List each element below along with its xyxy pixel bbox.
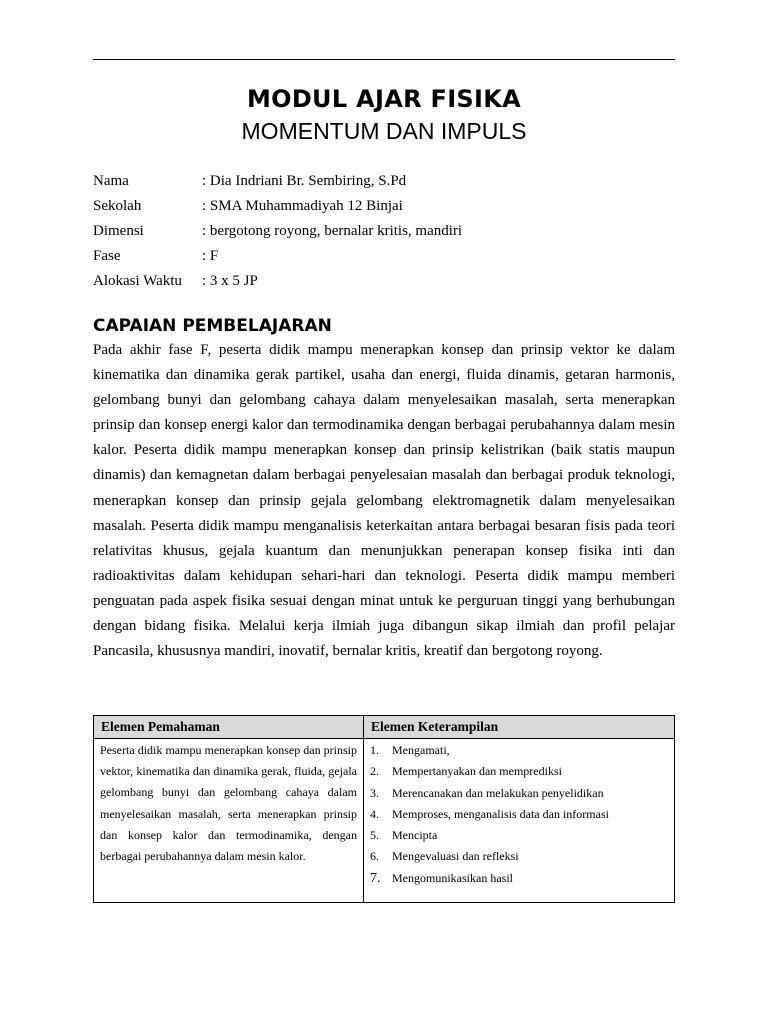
table-header-row — [94, 716, 675, 739]
section-heading-capaian: CAPAIAN PEMBELAJARAN — [93, 316, 332, 336]
info-row-fase — [93, 246, 462, 271]
list-item — [370, 868, 674, 889]
info-value: : F — [202, 248, 219, 264]
info-label: Dimensi — [93, 223, 144, 239]
list-text: Mengomunikasikan hasil — [392, 870, 513, 885]
list-number: 5. — [370, 828, 379, 843]
capaian-paragraph: Pada akhir fase F, peserta didik mampu menerapkan konsep dan prinsip vektor ke dalam kinematika dan dinamika gerak partikel, usaha dan energi, fluida dinamis, getaran harmonis, gelombang bunyi dan gelombang cahaya dalam menyelesaikan masalah, serta menerapkan prinsip dan konsep energi kalor dan termodinamika dengan berbagai perubahannya dalam mesin kalor. Peserta didik mampu menerapkan konsep dan prinsip kelistrikan (baik statis maupun dinamis) dan kemagnetan dalam berbagai penyelesaian masalah dan berbagai produk teknologi, menerapkan konsep dan prinsip gejala gelombang elektromagnetik dalam menyelesaikan masalah. Peserta didik mampu menganalisis keterkaitan antara berbagai besaran fisis pada teori relativitas khusus, gejala kuantum dan menunjukkan penerapan konsep fisika inti dan radioaktivitas dalam kehidupan sehari-hari dan teknologi. Peserta didik mampu memberi penguatan pada aspek fisika sesuai dengan minat untuk ke perguruan tinggi yang berhubungan dengan bidang fisika. Melalui kerja ilmiah juga dibangun sikap ilmiah dan profil pelajar Pancasila, khususnya mandiri, inovatif, bernalar kritis, kreatif dan bergotong royong. — [93, 342, 675, 660]
list-text: Merencanakan dan melakukan penyelidikan — [392, 785, 604, 800]
list-text: Mengevaluasi dan refleksi — [392, 849, 519, 864]
document-title: MODUL AJAR FISIKA — [246, 85, 522, 113]
info-label: Alokasi Waktu — [93, 273, 182, 289]
identity-block — [93, 171, 462, 296]
list-item — [370, 846, 674, 867]
list-number: 4. — [370, 806, 379, 821]
list-item — [370, 740, 674, 761]
list-item — [370, 804, 674, 825]
list-item — [370, 761, 674, 782]
list-text: Memproses, menganalisis data dan informasi — [392, 806, 609, 821]
info-label: Fase — [93, 248, 121, 264]
info-value: : 3 x 5 JP — [202, 273, 258, 289]
elements-table — [93, 715, 675, 903]
info-row-alokasi-waktu — [93, 271, 462, 296]
list-number: 6. — [370, 849, 379, 864]
list-number: 1. — [370, 743, 379, 757]
info-value: : SMA Muhammadiyah 12 Binjai — [202, 198, 403, 214]
keterampilan-cell — [364, 739, 675, 903]
info-row-sekolah — [93, 196, 462, 221]
list-item — [370, 783, 674, 804]
info-row-nama — [93, 171, 462, 196]
pemahaman-cell — [94, 739, 364, 903]
list-number: 7. — [370, 870, 381, 886]
list-text: Mengamati, — [392, 743, 450, 757]
top-rule — [93, 59, 675, 60]
info-row-dimensi — [93, 221, 462, 246]
table-row — [94, 739, 675, 903]
column-header-pemahaman: Elemen Pemahaman — [94, 716, 364, 739]
info-value: : Dia Indriani Br. Sembiring, S.Pd — [202, 173, 407, 189]
info-value: : bergotong royong, bernalar kritis, mandiri — [202, 223, 463, 239]
document-subtitle: MOMENTUM DAN IMPULS — [241, 118, 527, 144]
list-text: Mempertanyakan dan memprediksi — [392, 764, 562, 779]
list-text: Mencipta — [392, 828, 438, 843]
info-label: Sekolah — [93, 198, 142, 214]
list-item — [370, 825, 674, 846]
keterampilan-list — [364, 739, 674, 889]
info-label: Nama — [93, 173, 129, 189]
list-number: 3. — [370, 785, 379, 800]
pemahaman-text: Peserta didik mampu menerapkan konsep dan prinsip vektor, kinematika dan dinamika gerak, fluida, gejala gelombang bunyi dan gelombang cahaya dalam menyelesaikan masalah, serta menerapkan prinsip dan konsep kalor dan termodinamika, dengan berbagai perubahannya dalam mesin kalor. — [100, 743, 357, 864]
column-header-keterampilan: Elemen Keterampilan — [364, 716, 675, 739]
list-number: 2. — [370, 764, 379, 779]
